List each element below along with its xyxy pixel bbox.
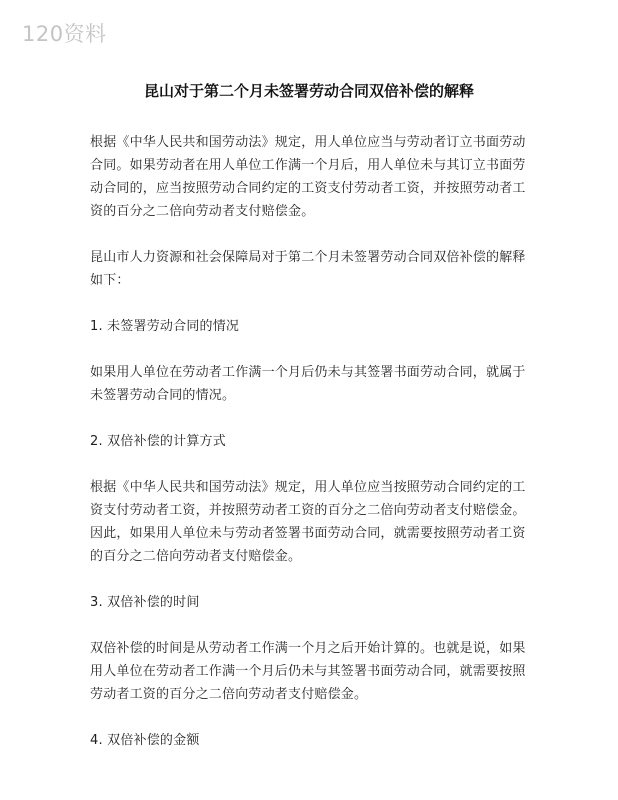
section-heading-1: 1. 未签署劳动合同的情况	[90, 319, 240, 334]
document-body	[90, 131, 528, 775]
explanation-intro-paragraph: 昆山市人力资源和社会保障局对于第二个月未签署劳动合同双倍补偿的解释如下：	[90, 250, 526, 288]
section-paragraph-2: 根据《中华人民共和国劳动法》规定，用人单位应当按照劳动合同约定的工资支付劳动者工资，并按照劳动者工资的百分之二倍向劳动者支付赔偿金。因此，如果用人单位未与劳动者签署书面劳动合同，就需要按照劳动者工资的百分之二倍向劳动者支付赔偿金。	[90, 480, 526, 564]
intro-paragraph: 根据《中华人民共和国劳动法》规定，用人单位应当与劳动者订立书面劳动合同。如果劳动者在用人单位工作满一个月后，用人单位未与其订立书面劳动合同的，应当按照劳动合同约定的工资支付劳动者工资，并按照劳动者工资的百分之二倍向劳动者支付赔偿金。	[90, 135, 526, 219]
watermark-logo: 120资料	[22, 22, 107, 46]
document-title: 昆山对于第二个月未签署劳动合同双倍补偿的解释	[143, 82, 474, 100]
section-heading-3: 3. 双倍补偿的时间	[90, 595, 200, 610]
section-heading-2: 2. 双倍补偿的计算方式	[90, 434, 226, 449]
section-paragraph-3: 双倍补偿的时间是从劳动者工作满一个月之后开始计算的。也就是说，如果用人单位在劳动者工作满一个月后仍未与其签署书面劳动合同，就需要按照劳动者工资的百分之二倍向劳动者支付赔偿金。	[90, 641, 526, 702]
section-paragraph-1: 如果用人单位在劳动者工作满一个月后仍未与其签署书面劳动合同，就属于未签署劳动合同的情况。	[90, 365, 526, 403]
section-heading-4: 4. 双倍补偿的金额	[90, 733, 200, 748]
